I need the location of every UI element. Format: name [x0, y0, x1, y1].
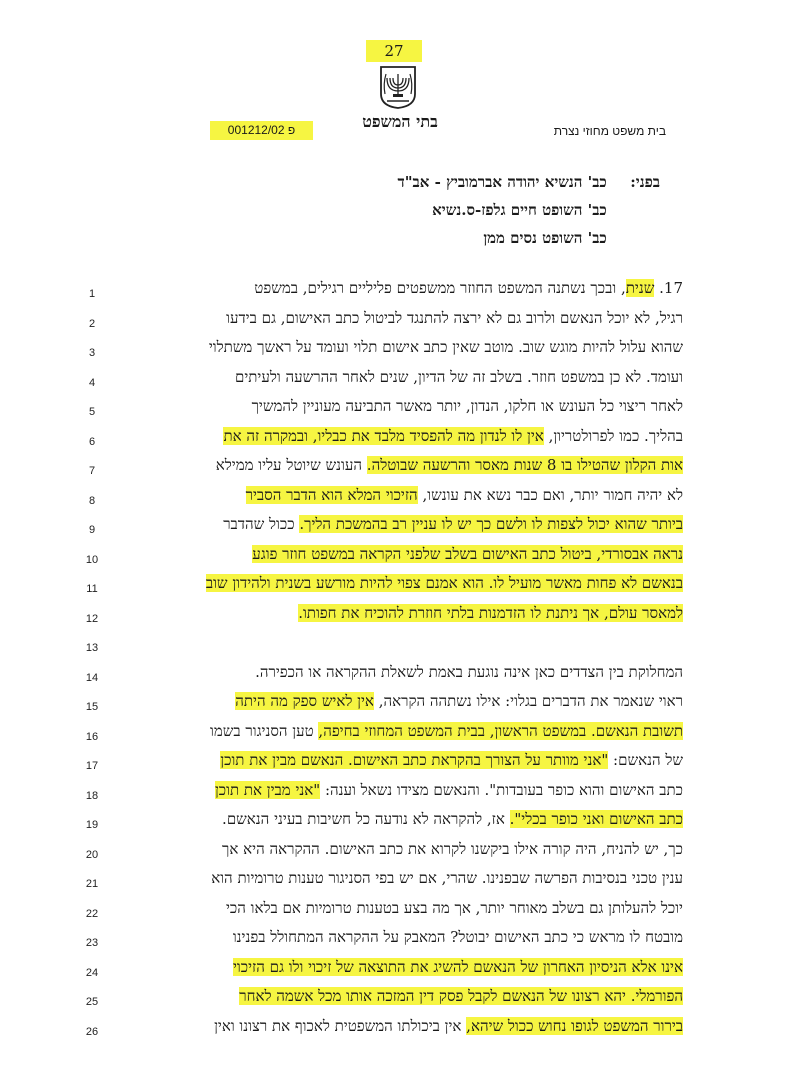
line-number: 7	[88, 465, 96, 477]
line-number: 12	[85, 612, 99, 625]
highlighted-text: נראה אבסורדי, ביטול כתב האישום בשלב שלפני הקראה במשפט חוזר פוגע	[252, 544, 683, 563]
text-line: לאחר ריצוי כל העונש או חלקו, הנדון, יותר מאשר התביעה מעוניין להמשיך	[251, 397, 683, 415]
line-number: 26	[85, 1025, 99, 1038]
highlighted-text: שנית	[625, 279, 655, 297]
text-line: שהוא עלול להיות מוגש שוב. מוטב שאין כתב אישום תלוי ועומד על ראשך משתלוי	[208, 338, 683, 356]
state-emblem-icon	[377, 64, 419, 110]
text-line: מובטח לו מראש כי כתב האישום יבוטל? המאבק על ההקראה המתחולל בפנינו	[232, 928, 683, 946]
judge-name: כב' הנשיא יהודה אברמוביץ - אב"ד	[397, 173, 607, 191]
highlighted-text: אין לו לנדון מה להפסיד מלבד את כבליו, ובמקרה זה את	[223, 426, 544, 445]
line-number: 1	[88, 288, 96, 300]
court-title: בתי המשפט	[362, 112, 438, 131]
text-line	[118, 540, 683, 570]
page-number: 27	[366, 40, 422, 62]
highlighted-text: הפורמלי. יהא רצונו של הנאשם לקבל פסק דין המזכה אותו מכל אשמה לאחר	[239, 987, 683, 1005]
highlighted-text: בירור המשפט לגופו נחוש ככול שיהא,	[466, 1016, 683, 1035]
text-line: בירור המשפט לגופו נחוש ככול שיהא, אין ביכולתו המשפטית לאכוף את רצונו ואין	[214, 1016, 683, 1035]
text-line: כתב האישום ואני כופר בכלי". אז, להקראה לא נודעה כל חשיבות בעיני הנאשם.	[222, 810, 683, 828]
text-line: כך, יש להניח, היה קורה אילו ביקשנו לקרוא את כתב האישום. ההקראה היא אך	[222, 839, 683, 858]
case-number: פ 001212/02	[210, 121, 313, 140]
text-line: אות הקלון שהטילו בו 8 שנות מאסר והרשעה שבוטלה. העונש שיוטל עליו ממילא	[215, 456, 683, 474]
line-number: 25	[85, 996, 99, 1008]
line-number: 23	[85, 937, 99, 949]
line-number: 13	[85, 642, 99, 654]
line-number: 6	[88, 435, 96, 448]
text-line: ענין טכני בנסיבות הפרשה שבפנינו. שהרי, אם יש בפי הסניגור טענות טרומיות הוא	[211, 869, 683, 887]
text-line: לא יהיה חמור יותר, ואם כבר נשא את עונשו, הזיכוי המלא הוא הדבר הסביר	[245, 485, 683, 504]
line-number: 14	[85, 671, 99, 684]
highlighted-text: "אני מבין את תוכן	[214, 780, 321, 799]
line-number: 10	[85, 553, 99, 566]
text-line	[118, 982, 683, 1012]
text-line: של הנאשם: "אני מוותר על הצורך בהקראת כתב האישום. הנאשם מבין את תוכן	[220, 751, 683, 769]
highlighted-text: למאסר עולם, אך ניתנת לו הזדמנות בלתי חוזרת להוכיח את חפותו.	[298, 603, 683, 622]
text-line	[118, 628, 683, 658]
judge-name: כב' השופט נסים ממן	[483, 229, 607, 247]
highlighted-text: תשובת הנאשם. במשפט הראשון, בבית המשפט המחוזי בחיפה,	[318, 721, 683, 740]
line-number: 20	[85, 848, 99, 861]
panel-label: בפני:	[630, 173, 660, 191]
judge-row	[330, 224, 660, 252]
text-line	[118, 953, 683, 983]
line-number: 19	[85, 819, 99, 831]
text-line: כתב האישום והוא כופר בעובדות". והנאשם מצידו נשאל וענה: "אני מבין את תוכן	[214, 780, 683, 799]
text-line: ועומד. לא כן במשפט חוזר. בשלב זה של הדיון, שנים לאחר ההרשעה ולעיתים	[234, 367, 683, 386]
judge-row	[330, 168, 660, 196]
line-number: 15	[85, 701, 99, 713]
text-line: יוכל להעלותן גם בשלב מאוחר יותר, אך מה בצע בטענות טרומיות אם בלאו הכי	[225, 898, 683, 917]
text-line: תשובת הנאשם. במשפט הראשון, בבית המשפט המחוזי בחיפה, טען הסניגור בשמו	[210, 721, 683, 740]
highlighted-text: "אני מוותר על הצורך בהקראת כתב האישום. הנאשם מבין את תוכן	[220, 751, 609, 769]
line-number: 24	[85, 966, 99, 979]
judge-name: כב' השופט חיים גלפז-ס.נשיא	[432, 201, 607, 219]
judge-row	[330, 196, 660, 224]
line-number: 17	[85, 760, 99, 772]
line-number: 18	[85, 789, 99, 802]
text-line	[118, 569, 683, 599]
text-line: המחלוקת בין הצדדים כאן אינה נוגעת באמת לשאלת ההקראה או הכפירה.	[255, 662, 683, 681]
line-number: 8	[88, 494, 96, 507]
line-numbers	[80, 280, 104, 1047]
text-line	[118, 599, 683, 629]
line-number: 11	[86, 583, 98, 595]
highlighted-text: הזיכוי המלא הוא הדבר הסביר	[245, 485, 418, 504]
line-number: 21	[85, 878, 99, 890]
line-number: 9	[88, 524, 96, 536]
text-line: ראוי שנאמר את הדברים בגלוי: אילו נשתהה הקראה, אין לאיש ספק מה היתה	[235, 692, 683, 710]
highlighted-text: אות הקלון שהטילו בו 8 שנות מאסר והרשעה שבוטלה.	[366, 456, 683, 474]
line-number: 16	[85, 730, 99, 743]
highlighted-text: אין לאיש ספק מה היתה	[235, 692, 374, 710]
line-number: 22	[85, 907, 99, 920]
text-line: רגיל, לא יוכל הנאשם ולרוב גם לא ירצה להתנגד לביטול כתב האישום, גם בידעו	[226, 308, 683, 327]
text-line: בהליך. כמו לפרולטריון, אין לו לנדון מה להפסיד מלבד את כבליו, ובמקרה זה את	[223, 426, 683, 445]
text-line: ביותר שהוא יכול לצפות לו ולשם כך יש לו עניין רב בהמשכת הליך. ככול שהדבר	[223, 515, 683, 533]
district-court-label: בית משפט מחוזי נצרת	[553, 124, 666, 138]
line-number: 4	[88, 376, 96, 389]
highlighted-text: ביותר שהוא יכול לצפות לו ולשם כך יש לו עניין רב בהמשכת הליך.	[299, 515, 683, 533]
highlighted-text: בנאשם לא פחות מאשר מועיל לו. הוא אמנם צפוי להיות מורשע בשנית ולהידון שוב	[205, 574, 683, 592]
judges-panel	[330, 168, 660, 252]
line-number: 3	[88, 347, 96, 359]
highlighted-text: אינו אלא הניסיון האחרון של הנאשם להשיג את התוצאה של זיכוי ולו גם הזיכוי	[233, 957, 683, 976]
highlighted-text: כתב האישום ואני כופר בכלי".	[509, 810, 683, 828]
text-line: 17. שנית, ובכך נשתנה המשפט החוזר ממשפטים פליליים רגילים, במשפט	[254, 279, 683, 297]
judgment-body	[118, 274, 683, 1041]
line-number: 2	[88, 317, 96, 330]
line-number: 5	[88, 406, 96, 418]
